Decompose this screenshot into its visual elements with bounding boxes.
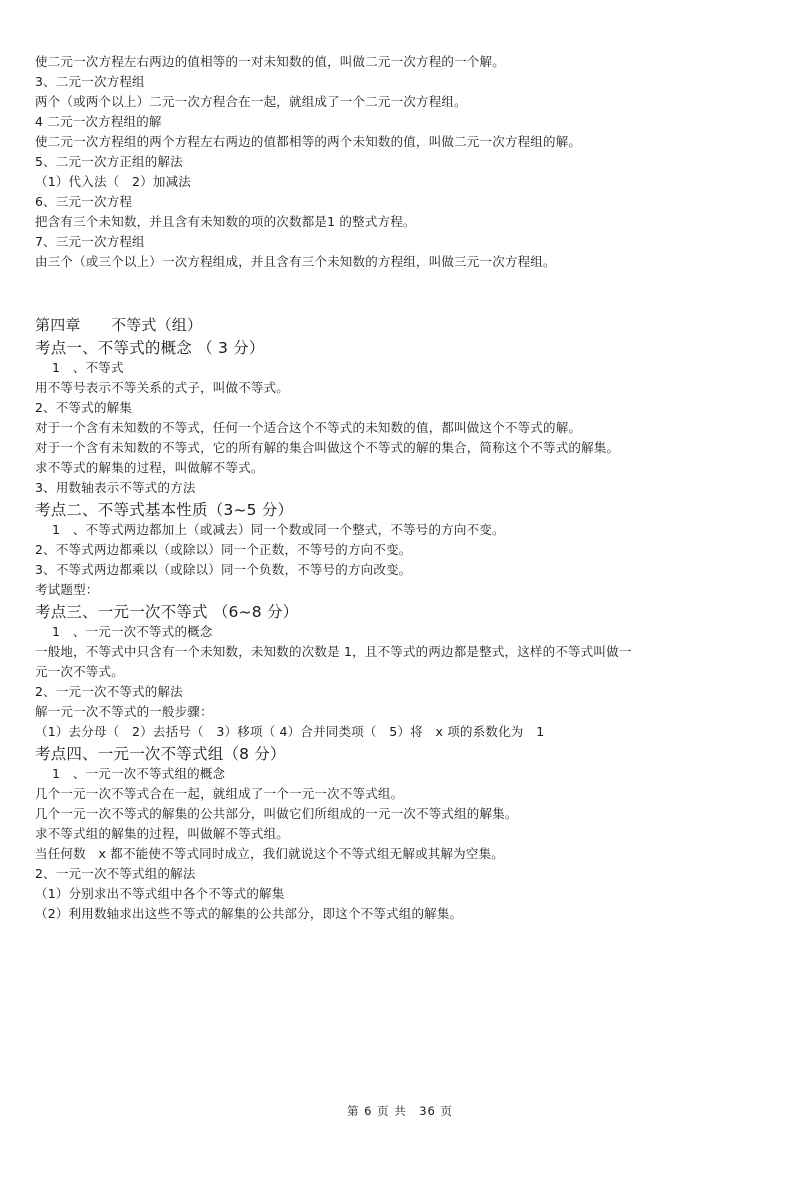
text-line: 2、不等式两边都乘以（或除以）同一个正数，不等号的方向不变。: [35, 542, 412, 557]
text-line: 2、一元一次不等式的解法: [35, 684, 183, 699]
text-line: 使二元一次方程左右两边的值相等的一对未知数的值，叫做二元一次方程的一个解。: [35, 54, 505, 69]
text-line: 1 、不等式两边都加上（或减去）同一个数或同一个整式，不等号的方向不变。: [52, 522, 505, 537]
text-line: 几个一元一次不等式合在一起，就组成了一个一元一次不等式组。: [35, 786, 404, 801]
text-line: 1 、一元一次不等式组的概念: [52, 766, 226, 781]
text-line: 2、一元一次不等式组的解法: [35, 866, 196, 881]
text-line: 两个（或两个以上）二元一次方程合在一起，就组成了一个二元一次方程组。: [35, 94, 467, 109]
chapter-title: 第四章 不等式（组）: [35, 316, 203, 334]
text-line: 对于一个含有未知数的不等式，它的所有解的集合叫做这个不等式的解的集合，简称这个不等式的解集。: [35, 440, 620, 455]
text-line: 求不等式组的解集的过程，叫做解不等式组。: [35, 826, 290, 841]
text-line: 5、二元一次方正组的解法: [35, 154, 183, 169]
text-line: 一般地，不等式中只含有一个未知数，未知数的次数是 1，且不等式的两边都是整式，这样的不等式叫做一: [35, 644, 632, 659]
text-line: 解一元一次不等式的一般步骤：: [35, 704, 213, 719]
text-line: 3、二元一次方程组: [35, 74, 145, 89]
text-line: 由三个（或三个以上）一次方程组成，并且含有三个未知数的方程组，叫做三元一次方程组。: [35, 254, 556, 269]
section-heading: 考点四、一元一次不等式组（8 分）: [35, 745, 286, 763]
section-heading: 考点一、不等式的概念 （ 3 分）: [35, 339, 265, 357]
text-line: （1）代入法（ 2）加减法: [35, 174, 192, 189]
section-heading: 考点三、一元一次不等式 （6~8 分）: [35, 603, 299, 621]
text-line: 考试题型：: [35, 582, 99, 597]
section-heading: 考点二、不等式基本性质（3~5 分）: [35, 501, 294, 519]
text-line: 把含有三个未知数，并且含有未知数的项的次数都是1 的整式方程。: [35, 214, 416, 229]
text-line: 求不等式的解集的过程，叫做解不等式。: [35, 460, 264, 475]
text-line: 对于一个含有未知数的不等式，任何一个适合这个不等式的未知数的值，都叫做这个不等式的解。: [35, 420, 582, 435]
text-line: 1 、一元一次不等式的概念: [52, 624, 213, 639]
text-line: 几个一元一次不等式的解集的公共部分，叫做它们所组成的一元一次不等式组的解集。: [35, 806, 518, 821]
text-line: 3、不等式两边都乘以（或除以）同一个负数，不等号的方向改变。: [35, 562, 412, 577]
text-line: 4 二元一次方程组的解: [35, 114, 162, 129]
text-line: 6、三元一次方程: [35, 194, 133, 209]
text-line: （2）利用数轴求出这些不等式的解集的公共部分，即这个不等式组的解集。: [35, 906, 463, 921]
text-line: 使二元一次方程组的两个方程左右两边的值都相等的两个未知数的值，叫做二元一次方程组的解。: [35, 134, 582, 149]
text-line: 2、不等式的解集: [35, 400, 133, 415]
text-line: （1）去分母（ 2）去括号（ 3）移项（ 4）合并同类项（ 5）将 x 项的系数化为 1: [35, 724, 545, 739]
text-line: （1）分别求出不等式组中各个不等式的解集: [35, 886, 285, 901]
text-line: 元一次不等式。: [35, 664, 124, 679]
text-line: 7、三元一次方程组: [35, 234, 145, 249]
page-number-footer: 第 6 页 共 36 页: [346, 1104, 454, 1118]
text-line: 3、用数轴表示不等式的方法: [35, 480, 196, 495]
text-line: 1 、不等式: [52, 360, 124, 375]
text-line: 用不等号表示不等关系的式子，叫做不等式。: [35, 380, 290, 395]
text-line: 当任何数 x 都不能使不等式同时成立，我们就说这个不等式组无解或其解为空集。: [35, 846, 504, 861]
